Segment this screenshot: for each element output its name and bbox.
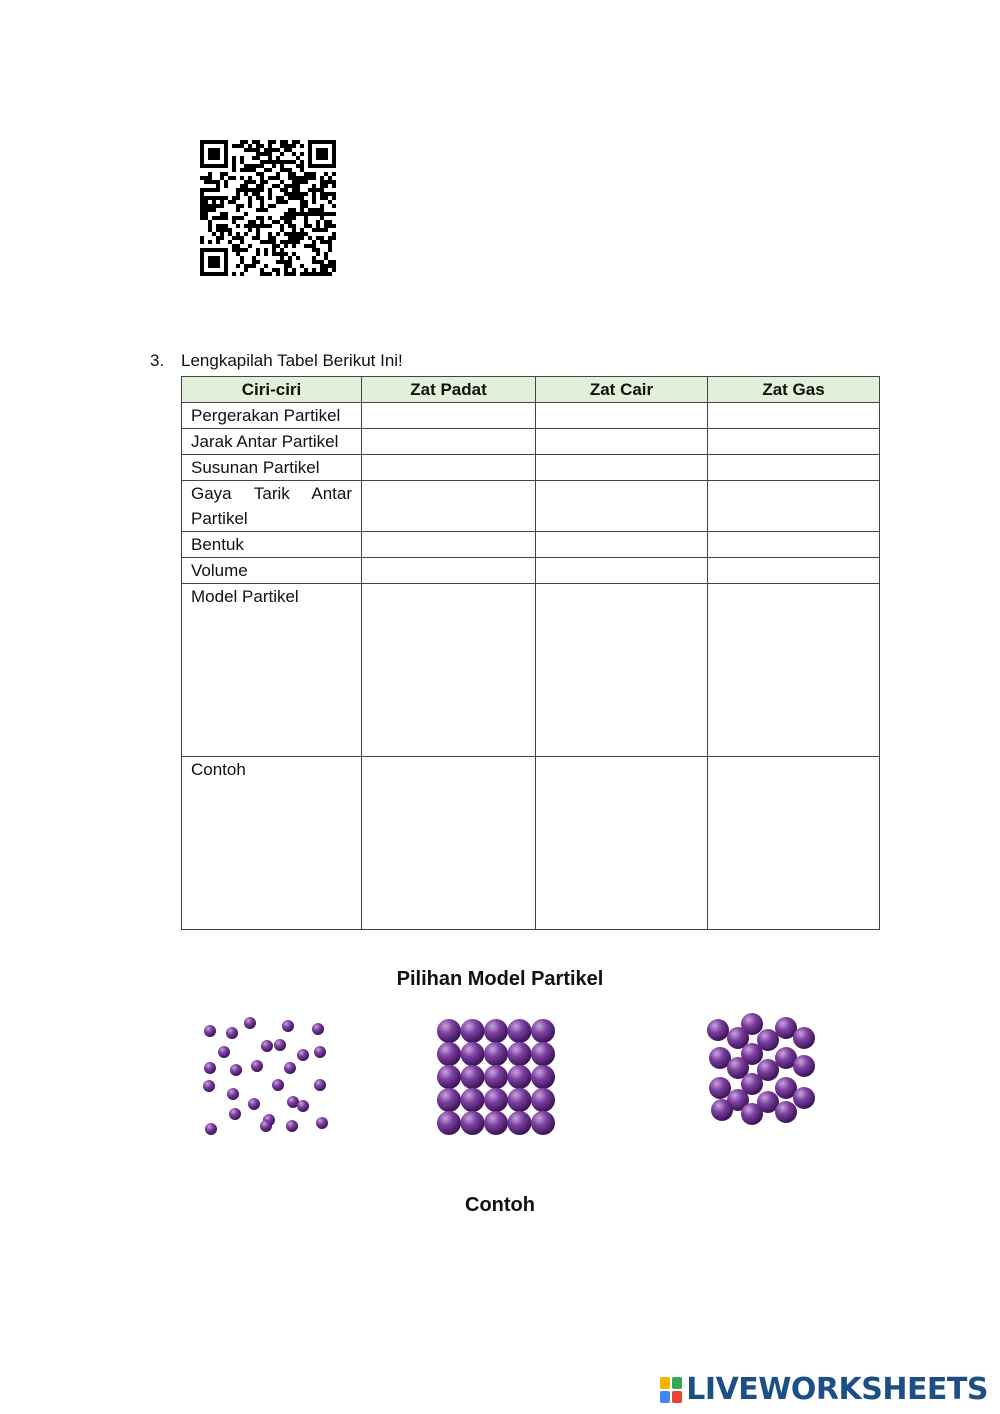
- particle: [508, 1065, 532, 1089]
- example-drop-cell[interactable]: [362, 757, 536, 930]
- particle: [461, 1065, 485, 1089]
- example-section-title: Contoh: [465, 1194, 535, 1216]
- particle: [204, 1025, 216, 1037]
- particle: [793, 1027, 815, 1049]
- particle: [793, 1087, 815, 1109]
- particle: [508, 1042, 532, 1066]
- particle: [484, 1065, 508, 1089]
- particle: [741, 1103, 763, 1125]
- answer-cell[interactable]: [708, 455, 880, 481]
- header-zat-cair: Zat Cair: [536, 377, 708, 403]
- answer-cell[interactable]: [708, 558, 880, 584]
- properties-table: [181, 376, 880, 930]
- answer-cell[interactable]: [536, 429, 708, 455]
- particle: [775, 1101, 797, 1123]
- particle: [297, 1100, 309, 1112]
- row-label: Pergerakan Partikel: [182, 403, 362, 429]
- table-row: [182, 481, 880, 532]
- question-number: 3.: [150, 351, 165, 370]
- particle-section-title: Pilihan Model Partikel: [396, 968, 604, 990]
- question-3: [150, 351, 403, 371]
- row-label: Model Partikel: [182, 584, 362, 757]
- particle: [286, 1120, 298, 1132]
- particle: [531, 1019, 555, 1043]
- table-row: [182, 757, 880, 930]
- header-zat-padat: Zat Padat: [362, 377, 536, 403]
- particle: [204, 1062, 216, 1074]
- table-row: [182, 429, 880, 455]
- answer-cell[interactable]: [536, 481, 708, 532]
- particle: [711, 1099, 733, 1121]
- answer-cell[interactable]: [536, 403, 708, 429]
- table-row: [182, 455, 880, 481]
- particle: [793, 1055, 815, 1077]
- table-row: [182, 403, 880, 429]
- particle: [531, 1065, 555, 1089]
- answer-cell[interactable]: [536, 532, 708, 558]
- particle: [230, 1064, 242, 1076]
- table-row: [182, 532, 880, 558]
- particle: [484, 1111, 508, 1135]
- row-label: Volume: [182, 558, 362, 584]
- answer-cell[interactable]: [362, 403, 536, 429]
- table-header-row: [182, 377, 880, 403]
- particle: [314, 1079, 326, 1091]
- particle: [297, 1049, 309, 1061]
- particle: [707, 1019, 729, 1041]
- particle: [437, 1042, 461, 1066]
- particle: [218, 1046, 230, 1058]
- particle: [260, 1120, 272, 1132]
- answer-cell[interactable]: [362, 532, 536, 558]
- model-drop-cell[interactable]: [708, 584, 880, 757]
- particle: [484, 1042, 508, 1066]
- particle: [312, 1023, 324, 1035]
- particle: [508, 1088, 532, 1112]
- particle: [282, 1020, 294, 1032]
- particle: [437, 1019, 461, 1043]
- answer-cell[interactable]: [708, 429, 880, 455]
- logo-tile: [660, 1391, 670, 1403]
- logo-tile: [672, 1377, 682, 1389]
- particle: [484, 1019, 508, 1043]
- particle: [461, 1111, 485, 1135]
- particle: [709, 1077, 731, 1099]
- logo-tile: [672, 1391, 682, 1403]
- answer-cell[interactable]: [362, 429, 536, 455]
- logo-icon: [660, 1377, 682, 1403]
- particle: [227, 1088, 239, 1100]
- table-row: [182, 558, 880, 584]
- particle: [316, 1117, 328, 1129]
- particle: [531, 1111, 555, 1135]
- answer-cell[interactable]: [362, 481, 536, 532]
- logo-tile: [660, 1377, 670, 1389]
- particle: [437, 1065, 461, 1089]
- particle: [261, 1040, 273, 1052]
- particle: [437, 1088, 461, 1112]
- model-drop-cell[interactable]: [362, 584, 536, 757]
- row-label: Gaya Tarik Antar Partikel: [182, 481, 362, 532]
- qr-code: [200, 140, 336, 276]
- particle: [484, 1088, 508, 1112]
- answer-cell[interactable]: [708, 403, 880, 429]
- liveworksheets-logo: [660, 1372, 988, 1407]
- liquid-particle-model[interactable]: [700, 1010, 825, 1130]
- header-ciri-ciri: Ciri-ciri: [182, 377, 362, 403]
- answer-cell[interactable]: [708, 481, 880, 532]
- particle: [508, 1111, 532, 1135]
- particle: [226, 1027, 238, 1039]
- particle: [274, 1039, 286, 1051]
- particle: [251, 1060, 263, 1072]
- answer-cell[interactable]: [362, 558, 536, 584]
- solid-particle-model[interactable]: [432, 1014, 562, 1144]
- particle: [437, 1111, 461, 1135]
- particle: [461, 1019, 485, 1043]
- question-text: Lengkapilah Tabel Berikut Ini!: [181, 351, 403, 370]
- particle: [508, 1019, 532, 1043]
- particle: [531, 1042, 555, 1066]
- particle: [244, 1017, 256, 1029]
- row-label: Contoh: [182, 757, 362, 930]
- logo-text: LIVEWORKSHEETS: [686, 1372, 988, 1407]
- particle: [272, 1079, 284, 1091]
- particle: [205, 1123, 217, 1135]
- particle: [531, 1088, 555, 1112]
- row-label: Susunan Partikel: [182, 455, 362, 481]
- example-drop-cell[interactable]: [708, 757, 880, 930]
- answer-cell[interactable]: [362, 455, 536, 481]
- gas-particle-model[interactable]: [195, 1010, 335, 1140]
- header-zat-gas: Zat Gas: [708, 377, 880, 403]
- particle: [203, 1080, 215, 1092]
- particle: [229, 1108, 241, 1120]
- particle: [461, 1088, 485, 1112]
- particle: [314, 1046, 326, 1058]
- model-drop-cell[interactable]: [536, 584, 708, 757]
- table-row: [182, 584, 880, 757]
- example-drop-cell[interactable]: [536, 757, 708, 930]
- qr-code-icon: [200, 140, 336, 276]
- particle: [248, 1098, 260, 1110]
- particle-models: [0, 1010, 1000, 1150]
- answer-cell[interactable]: [536, 558, 708, 584]
- row-label: Jarak Antar Partikel: [182, 429, 362, 455]
- answer-cell[interactable]: [536, 455, 708, 481]
- particle: [461, 1042, 485, 1066]
- row-label: Bentuk: [182, 532, 362, 558]
- particle: [284, 1062, 296, 1074]
- answer-cell[interactable]: [708, 532, 880, 558]
